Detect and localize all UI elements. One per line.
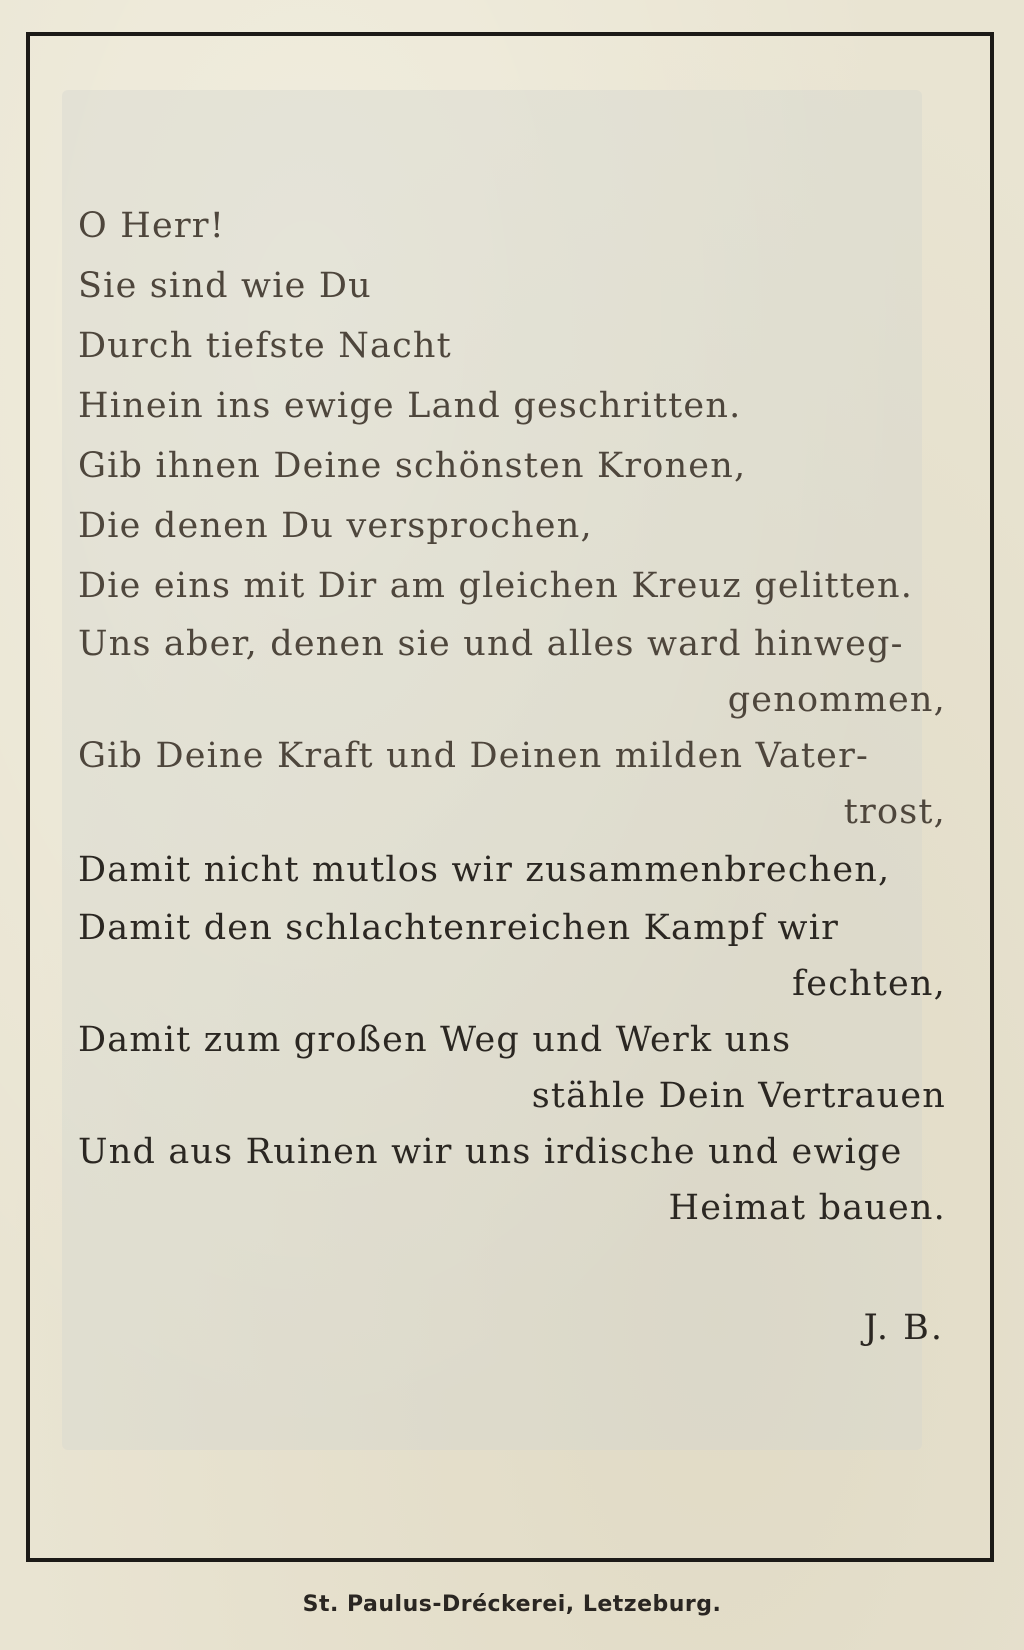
poem-line: Gib ihnen Deine schönsten Kronen, [78, 446, 747, 486]
poem-line: Damit nicht mutlos wir zusammenbrechen, [78, 850, 891, 890]
poem-line: Und aus Ruinen wir uns irdische und ewige [78, 1132, 903, 1172]
poem-line: stähle Dein Vertrauen [531, 1076, 946, 1116]
poem-line: genommen, [727, 680, 946, 720]
poem-line: trost, [843, 792, 946, 832]
poem-line: Uns aber, denen sie und alles ward hinweg- [78, 624, 904, 664]
poem-line: Heimat bauen. [668, 1188, 946, 1228]
poem-line: Sie sind wie Du [78, 266, 372, 306]
poem-line: Durch tiefste Nacht [78, 326, 452, 366]
poem-line: Die eins mit Dir am gleichen Kreuz gelitten. [78, 566, 914, 606]
poem [78, 196, 946, 1236]
poem-line: Gib Deine Kraft und Deinen milden Vater- [78, 736, 870, 776]
poem-line: Hinein ins ewige Land geschritten. [78, 386, 742, 426]
poem-line: Damit zum großen Weg und Werk uns [78, 1020, 792, 1060]
poem-line: Die denen Du versprochen, [78, 506, 593, 546]
signature-initials: J. B. [863, 1308, 944, 1348]
poem-line: fechten, [792, 964, 946, 1004]
printer-imprint: St. Paulus-Dréckerei, Letzeburg. [302, 1592, 722, 1617]
poem-line: O Herr! [78, 206, 225, 246]
poem-line: Damit den schlachtenreichen Kampf wir [78, 908, 840, 948]
